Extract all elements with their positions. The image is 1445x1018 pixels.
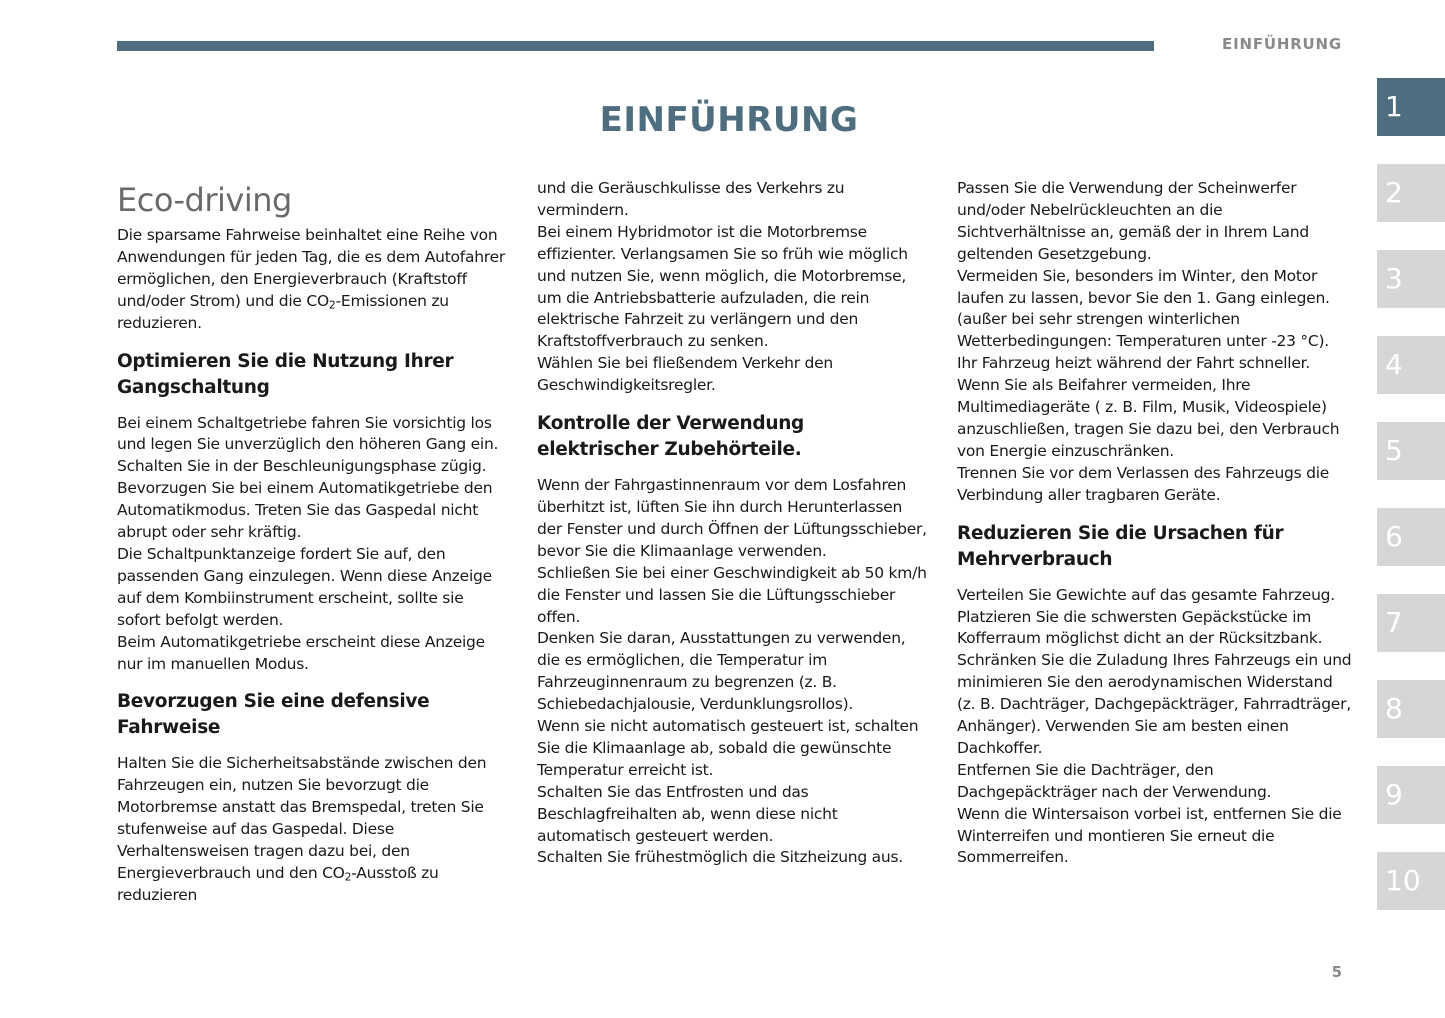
paragraph: Entfernen Sie die Dachträger, den Dachgepäckträger nach der Verwendung. (957, 760, 1272, 801)
chapter-tab-3[interactable]: 3 (1377, 250, 1445, 308)
paragraph: Die Schaltpunktanzeige fordert Sie auf, den passenden Gang einzulegen. Wenn diese Anzeige auf dem Kombiinstrument erscheint, sollte sie sofort befolgt werden. (117, 544, 492, 629)
paragraph: Bei einem Hybridmotor ist die Motorbremse effizienter. Verlangsamen Sie so früh wie möglich und nutzen Sie, wenn möglich, die Motorbremse, um die Antriebsbatterie aufzuladen, die rein elektrische Fahrzeit zu verlängern und den Kraftstoffverbrauch zu senken. (537, 222, 908, 351)
paragraph: Ihr Fahrzeug heizt während der Fahrt schneller. (957, 354, 1311, 373)
chapter-tabs (1377, 78, 1445, 938)
column-1 (117, 178, 505, 907)
heading-gear-usage: Optimieren Sie die Nutzung Ihrer Gangschaltung (117, 350, 454, 398)
chapter-tab-2[interactable]: 2 (1377, 164, 1445, 222)
heading-electrical-accessories: Kontrolle der Verwendung elektrischer Zubehörteile. (537, 413, 805, 461)
paragraph: Wenn die Wintersaison vorbei ist, entfernen Sie die Winterreifen und montieren Sie erneut die Sommerreifen. (957, 804, 1342, 867)
chapter-tab-7[interactable]: 7 (1377, 594, 1445, 652)
heading-excess-consumption: Reduzieren Sie die Ursachen für Mehrverbrauch (957, 522, 1284, 570)
running-head: EINFÜHRUNG (1222, 35, 1342, 53)
paragraph: Trennen Sie vor dem Verlassen des Fahrzeugs die Verbindung aller tragbaren Geräte. (957, 463, 1330, 504)
paragraph: Verteilen Sie Gewichte auf das gesamte Fahrzeug. Platzieren Sie die schwersten Gepäckstücke im Kofferraum möglichst dicht an der Rücksitzbank. (957, 585, 1335, 648)
intro-paragraph: Die sparsame Fahrweise beinhaltet eine Reihe von Anwendungen für jeden Tag, die es dem Autofahrer ermöglichen, den Energieverbrauch (Kraftstoff und/oder Strom) und die $CO_2$-Emissionen zu reduzieren. (117, 226, 505, 332)
paragraph: Bevorzugen Sie bei einem Automatikgetriebe den Automatikmodus. Treten Sie das Gaspedal nicht abrupt oder sehr kräftig. (117, 479, 493, 542)
paragraph: Wenn Sie als Beifahrer vermeiden, Ihre Multimediageräte ( z. B. Film, Musik, Videospiele) anzuschließen, tragen Sie dazu bei, den Verbrauch von Energie einzuschränken. (957, 376, 1340, 460)
paragraph: Schalten Sie frühestmöglich die Sitzheizung aus. (537, 848, 903, 867)
paragraph: Schalten Sie das Entfrosten und das Beschlagfreihalten ab, wenn diese nicht automatisch gesteuert werden. (537, 782, 838, 845)
paragraph: Schließen Sie bei einer Geschwindigkeit ab 50 km/h die Fenster und lassen Sie die Lüftungsschieber offen. (537, 563, 927, 626)
paragraph: Wenn sie nicht automatisch gesteuert ist, schalten Sie die Klimaanlage ab, sobald die gewünschte Temperatur erreicht ist. (537, 717, 919, 779)
column-2 (537, 178, 927, 869)
heading-defensive-driving: Bevorzugen Sie eine defensive Fahrweise (117, 691, 430, 739)
chapter-tab-9[interactable]: 9 (1377, 766, 1445, 824)
chapter-tab-6[interactable]: 6 (1377, 508, 1445, 566)
page-number: 5 (1331, 963, 1342, 981)
paragraph: Schränken Sie die Zuladung Ihres Fahrzeugs ein und minimieren Sie den aerodynamischen Widerstand (z. B. Dachträger, Dachgepäckträger, Fahrradträger, Anhänger). Verwenden Sie am besten einen Dachkoffer. (957, 651, 1352, 757)
paragraph: Wenn der Fahrgastinnenraum vor dem Losfahren überhitzt ist, lüften Sie ihn durch Herunterlassen der Fenster und durch Öffnen der Lüftungsschieber, bevor Sie die Klimaanlage verwenden. (537, 476, 927, 560)
header-rule (117, 41, 1154, 51)
paragraph: Halten Sie die Sicherheitsabstände zwischen den Fahrzeugen ein, nutzen Sie bevorzugt die Motorbremse anstatt das Bremspedal, treten Sie stufenweise auf das Gaspedal. Diese Verhaltensweisen tragen dazu bei, den Energieverbrauch und den $CO_2$-Ausstoß zu reduzieren (117, 754, 487, 904)
chapter-tab-5[interactable]: 5 (1377, 422, 1445, 480)
page-title: EINFÜHRUNG (599, 100, 859, 140)
paragraph: Bei einem Schaltgetriebe fahren Sie vorsichtig los und legen Sie unverzüglich den höheren Gang ein. Schalten Sie in der Beschleunigungsphase zügig. (117, 413, 499, 476)
paragraph: Passen Sie die Verwendung der Scheinwerfer und/oder Nebelrückleuchten an die Sichtverhältnisse an, gemäß der in Ihrem Land geltenden Gesetzgebung. (957, 179, 1309, 263)
paragraph: Beim Automatikgetriebe erscheint diese Anzeige nur im manuellen Modus. (117, 632, 485, 673)
column-3 (957, 178, 1352, 869)
chapter-tab-8[interactable]: 8 (1377, 680, 1445, 738)
chapter-tab-1[interactable]: 1 (1377, 78, 1445, 136)
chapter-tab-4[interactable]: 4 (1377, 336, 1445, 394)
chapter-tab-10[interactable]: 10 (1377, 852, 1445, 910)
paragraph: Wählen Sie bei fließendem Verkehr den Geschwindigkeitsregler. (537, 354, 833, 395)
paragraph: Vermeiden Sie, besonders im Winter, den Motor laufen zu lassen, bevor Sie den 1. Gang einlegen.(außer bei sehr strengen winterlichen Wetterbedingungen: Temperaturen unter -23 °C). (957, 266, 1330, 351)
paragraph: und die Geräuschkulisse des Verkehrs zu vermindern. (537, 179, 845, 219)
section-title: Eco-driving (117, 181, 292, 219)
paragraph: Denken Sie daran, Ausstattungen zu verwenden, die es ermöglichen, die Temperatur im Fahrzeuginnenraum zu begrenzen (z. B. Schiebedachjalousie, Verdunklungsrollos). (537, 629, 906, 714)
